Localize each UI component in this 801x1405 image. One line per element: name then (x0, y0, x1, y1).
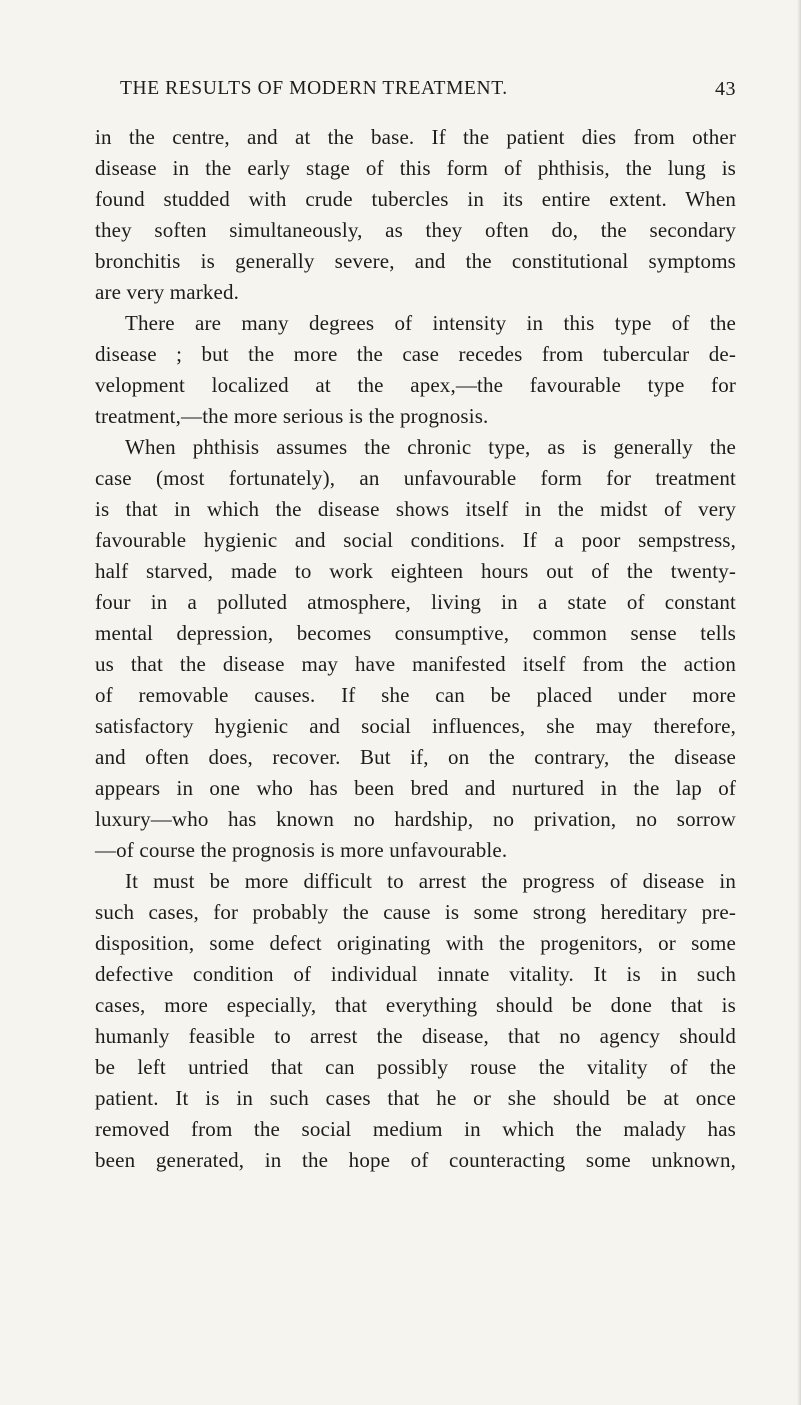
page-number: 43 (715, 78, 736, 100)
text-line: cases, more especially, that everything should be done that is (95, 993, 736, 1017)
page-edge-shadow (797, 0, 801, 1405)
text-line: There are many degrees of intensity in this type of the (125, 311, 736, 335)
text-line: luxury—who has known no hardship, no privation, no sorrow (95, 807, 736, 831)
text-line: such cases, for probably the cause is some strong hereditary pre- (95, 900, 736, 924)
text-line: and often does, recover. But if, on the contrary, the disease (95, 745, 736, 769)
text-line: favourable hygienic and social conditions. If a poor sempstress, (95, 528, 736, 552)
text-line: mental depression, becomes consumptive, common sense tells (95, 621, 736, 645)
text-line: treatment,—the more serious is the prognosis. (95, 404, 489, 428)
body-text (95, 122, 736, 1176)
running-head (120, 78, 736, 108)
text-line: of removable causes. If she can be placed under more (95, 683, 736, 707)
text-line: satisfactory hygienic and social influences, she may therefore, (95, 714, 736, 738)
text-line: It must be more difficult to arrest the progress of disease in (125, 869, 736, 893)
text-line: half starved, made to work eighteen hours out of the twenty- (95, 559, 736, 583)
text-line: defective condition of individual innate vitality. It is in such (95, 962, 736, 986)
text-line: bronchitis is generally severe, and the constitutional symptoms (95, 249, 736, 273)
text-line: four in a polluted atmosphere, living in a state of constant (95, 590, 736, 614)
text-line: found studded with crude tubercles in its entire extent. When (95, 187, 736, 211)
text-line: us that the disease may have manifested itself from the action (95, 652, 736, 676)
text-line: appears in one who has been bred and nurtured in the lap of (95, 776, 736, 800)
text-line: When phthisis assumes the chronic type, as is generally the (125, 435, 736, 459)
text-line: they soften simultaneously, as they often do, the secondary (95, 218, 736, 242)
text-line: patient. It is in such cases that he or she should be at once (95, 1086, 736, 1110)
text-line: removed from the social medium in which the malady has (95, 1117, 736, 1141)
text-line: are very marked. (95, 280, 240, 304)
text-line: be left untried that can possibly rouse the vitality of the (95, 1055, 736, 1079)
text-line: in the centre, and at the base. If the patient dies from other (95, 125, 736, 149)
text-line: humanly feasible to arrest the disease, that no agency should (95, 1024, 736, 1048)
text-line: is that in which the disease shows itself in the midst of very (95, 497, 736, 521)
running-title: THE RESULTS OF MODERN TREATMENT. (120, 78, 508, 99)
text-line: disease ; but the more the case recedes from tubercular de- (95, 342, 736, 366)
text-line: been generated, in the hope of counteracting some unknown, (95, 1148, 736, 1172)
text-line: —of course the prognosis is more unfavourable. (95, 838, 508, 862)
text-line: disposition, some defect originating with the progenitors, or some (95, 931, 736, 955)
text-line: velopment localized at the apex,—the favourable type for (95, 373, 736, 397)
text-line: case (most fortunately), an unfavourable form for treatment (95, 466, 736, 490)
text-line: disease in the early stage of this form of phthisis, the lung is (95, 156, 736, 180)
